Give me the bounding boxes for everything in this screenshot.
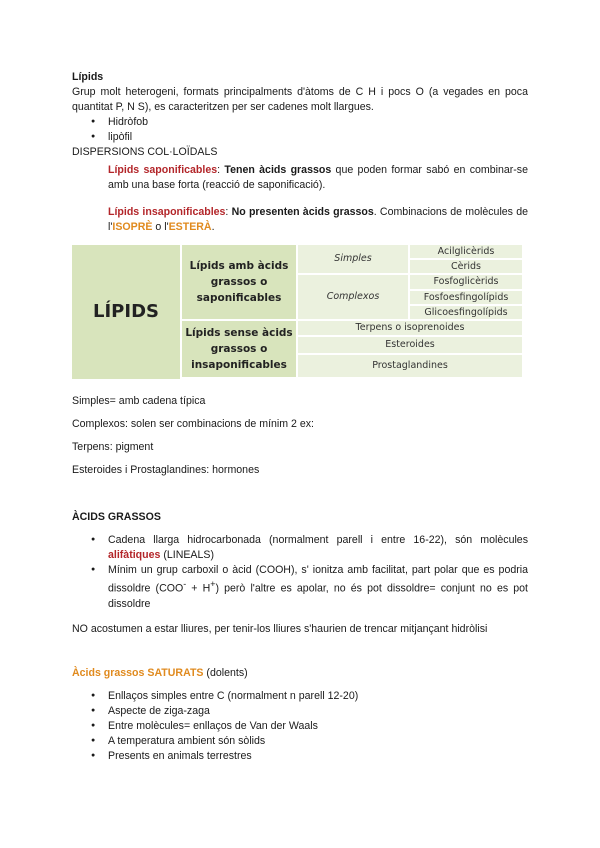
cell-text: Prostaglandines (372, 360, 448, 372)
list-item: ● A temperatura ambient són sòlids (108, 734, 528, 749)
cell-text: Terpens o isoprenoides (355, 322, 465, 334)
note-line: Terpens: pigment (72, 441, 154, 454)
acids-heading: ÀCIDS GRASSOS (72, 511, 161, 523)
list-item: ● Entre molècules= enllaços de Van der Waals (108, 719, 528, 734)
list-item: ● Presents en animals terrestres (108, 749, 528, 764)
superscript: + (210, 579, 216, 590)
insaponificables-bold: No presenten àcids grassos (231, 206, 374, 219)
table-row (410, 245, 524, 260)
superscript: - (183, 579, 187, 590)
colon: : (225, 206, 229, 219)
cell-text: Acilglicèrids (437, 245, 495, 257)
list-item (108, 533, 528, 563)
note-line: Complexos: solen ser combinacions de mínim 2 ex: (72, 418, 314, 431)
cell-text: Esteroides (385, 339, 435, 351)
item-text: Cadena llarga hidrocarbonada (normalment parell i entre 16-22), són molècules (108, 534, 528, 547)
document-body (72, 70, 528, 235)
item-text: Mínim un grup carboxil o àcid (COOH), s' ionitza amb facilitat, part polar que es podria dissoldre (COO (108, 564, 528, 595)
table-saponificables-header (180, 245, 298, 321)
isopre-term: ISOPRÈ (112, 221, 153, 234)
list-item: ● Enllaços simples entre C (normalment n parell 12-20) (108, 689, 528, 704)
section-title-lipids: Lípids (72, 71, 104, 83)
cell-text: Fosfoesfingolípids (423, 291, 509, 303)
list-item: ● Hidròfob (108, 115, 528, 130)
text-connector: o l' (152, 221, 169, 234)
cell-text: Glicoesfingolípids (424, 306, 508, 318)
saponificables-bold: Tenen àcids grassos (224, 164, 332, 177)
table-complexos-cell (298, 275, 410, 321)
table-row (410, 275, 524, 291)
acids-note: NO acostumen a estar lliures, per tenir-los lliures s'haurien de trencar mitjançant hidròlisi (72, 622, 488, 635)
saponificables-paragraph (108, 163, 528, 193)
intro-paragraph: Grup molt heterogeni, formats principalments d'àtoms de C H i pocs O (a vegades en poca quantitat P, N S), es caracteritzen per ser cadenes molt llargues. (72, 86, 528, 114)
list-item (108, 563, 528, 612)
saturats-heading-prefix: Àcids grassos (72, 667, 148, 679)
table-simples-cell (298, 245, 410, 275)
table-row (298, 337, 524, 355)
text-period: . (211, 221, 215, 234)
insaponificables-label: Lípids insaponificables (108, 206, 226, 219)
table-row (298, 355, 524, 379)
cell-text: Cèrids (450, 260, 481, 272)
saponificables-header-text: Lípids amb àcids grassos o saponificables (189, 259, 289, 305)
table-main-label: LÍPIDS (93, 301, 159, 323)
table-insaponificables-header (180, 321, 298, 379)
item-text: + H (186, 582, 211, 595)
note-line: Esteroides i Prostaglandines: hormones (72, 464, 260, 477)
saponificables-label: Lípids saponificables (108, 164, 218, 177)
list-item: ● lipòfil (108, 130, 528, 145)
saturats-section (72, 666, 528, 764)
table-row (410, 306, 524, 321)
insaponificables-paragraph (108, 205, 528, 235)
table-main-cell (72, 245, 180, 379)
list-item: ● Aspecte de ziga-zaga (108, 704, 528, 719)
saturats-suffix: (dolents) (203, 667, 248, 679)
item-text: (LINEALS) (160, 549, 214, 562)
table-row (410, 291, 524, 306)
insaponificables-header-text: Lípids sense àcids grassos o insaponificables (185, 326, 293, 372)
acids-section (72, 510, 528, 637)
saturats-term: SATURATS (147, 667, 204, 679)
note-line: Simples= amb cadena típica (72, 395, 206, 407)
complexos-label: Complexos (326, 291, 380, 303)
alifatiques-term: alifàtiques (108, 549, 161, 562)
saturats-list (72, 689, 528, 764)
dispersions-heading: DISPERSIONS COL·LOÏDALS (72, 146, 218, 159)
simples-label: Simples (334, 253, 372, 265)
notes-block (72, 394, 528, 478)
insaponificables-text: . Combinacions de molècules de l' (108, 206, 528, 234)
item-text: ) però l'altre es apolar, no és pot dissoldre= conjunt no es pot dissoldre (108, 582, 528, 610)
property-list (72, 115, 528, 145)
saturats-heading (72, 666, 528, 681)
saponificables-text: que poden formar sabó en combinar-se amb una base forta (reacció de saponificació). (108, 164, 528, 192)
acids-list (72, 533, 528, 612)
cell-text: Fosfoglicèrids (433, 276, 499, 288)
lipids-classification-table (72, 245, 524, 379)
estera-term: ESTERÀ (168, 221, 212, 234)
table-row (410, 260, 524, 275)
colon: : (217, 164, 221, 177)
table-row (298, 321, 524, 337)
